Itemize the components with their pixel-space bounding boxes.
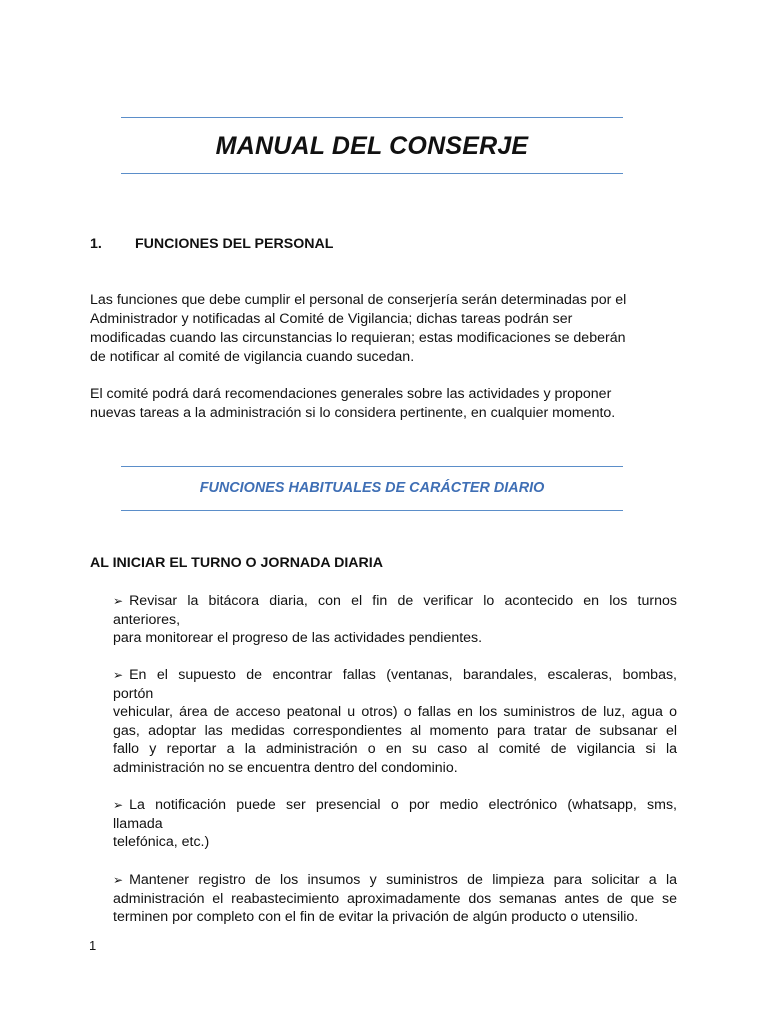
list-item bbox=[113, 796, 677, 852]
list-item-line: para monitorear el progreso de las actividades pendientes. bbox=[113, 630, 483, 647]
intro-paragraph bbox=[90, 291, 680, 367]
title-rule-top bbox=[121, 117, 623, 118]
list-item-line: anteriores, bbox=[113, 611, 181, 628]
list-item-line: fallo y reportar a la administración o en su caso al comité de vigilancia si la bbox=[113, 741, 677, 758]
list-item-line: vehicular, área de acceso peatonal u otros) o fallas en los suministros de luz, agua o bbox=[113, 704, 677, 721]
paragraph-line: El comité podrá dará recomendaciones generales sobre las actividades y proponer bbox=[90, 386, 612, 402]
list-item-line: administración no se encuentra dentro del condominio. bbox=[113, 759, 458, 776]
section-number: 1. bbox=[90, 236, 102, 252]
list-item-text: Mantener registro de los insumos y suministros de limpieza para solicitar a la bbox=[129, 872, 677, 888]
subtitle-rule-bottom bbox=[121, 510, 623, 511]
list-item bbox=[113, 871, 677, 927]
shift-start-heading: AL INICIAR EL TURNO O JORNADA DIARIA bbox=[90, 555, 383, 571]
arrow-bullet-icon: ➢ bbox=[113, 594, 124, 608]
list-item-text: Revisar la bitácora diaria, con el fin de verificar lo acontecido en los turnos bbox=[129, 593, 677, 609]
list-item-line: telefónica, etc.) bbox=[113, 834, 210, 851]
list-item-text: En el supuesto de encontrar fallas (ventanas, barandales, escaleras, bombas, bbox=[129, 667, 677, 683]
subsection-title: FUNCIONES HABITUALES DE CARÁCTER DIARIO bbox=[199, 480, 545, 496]
paragraph-line: Las funciones que debe cumplir el personal de conserjería serán determinadas por el bbox=[90, 292, 627, 308]
subtitle-rule-top bbox=[121, 466, 623, 467]
list-item-line: llamada bbox=[113, 815, 163, 832]
list-item-text: La notificación puede ser presencial o por medio electrónico (whatsapp, sms, bbox=[129, 797, 677, 813]
list-item-line: portón bbox=[113, 685, 154, 702]
paragraph-line: Administrador y notificadas al Comité de Vigilancia; dichas tareas podrán ser bbox=[90, 311, 573, 327]
list-item bbox=[113, 592, 677, 648]
page-number: 1 bbox=[89, 938, 97, 953]
paragraph-line: modificadas cuando las circunstancias lo requieran; estas modificaciones se deberán bbox=[90, 330, 626, 346]
arrow-bullet-icon: ➢ bbox=[113, 668, 124, 682]
arrow-bullet-icon: ➢ bbox=[113, 873, 124, 887]
committee-paragraph bbox=[90, 385, 680, 423]
list-item-line: terminen por completo con el fin de evitar la privación de algún producto o utensilio. bbox=[113, 909, 639, 926]
list-item-line: administración el reabastecimiento aproximadamente dos semanas antes de que se bbox=[113, 890, 677, 907]
list-item-line: gas, adoptar las medidas correspondientes al momento para tratar de subsanar el bbox=[113, 722, 677, 739]
paragraph-line: nuevas tareas a la administración si lo considera pertinente, en cualquier momento. bbox=[90, 405, 616, 421]
paragraph-line: de notificar al comité de vigilancia cuando sucedan. bbox=[90, 349, 415, 365]
arrow-bullet-icon: ➢ bbox=[113, 798, 124, 812]
list-item bbox=[113, 666, 677, 778]
title-rule-bottom bbox=[121, 173, 623, 174]
section-title: FUNCIONES DEL PERSONAL bbox=[135, 236, 334, 252]
page-title: MANUAL DEL CONSERJE bbox=[215, 132, 529, 160]
